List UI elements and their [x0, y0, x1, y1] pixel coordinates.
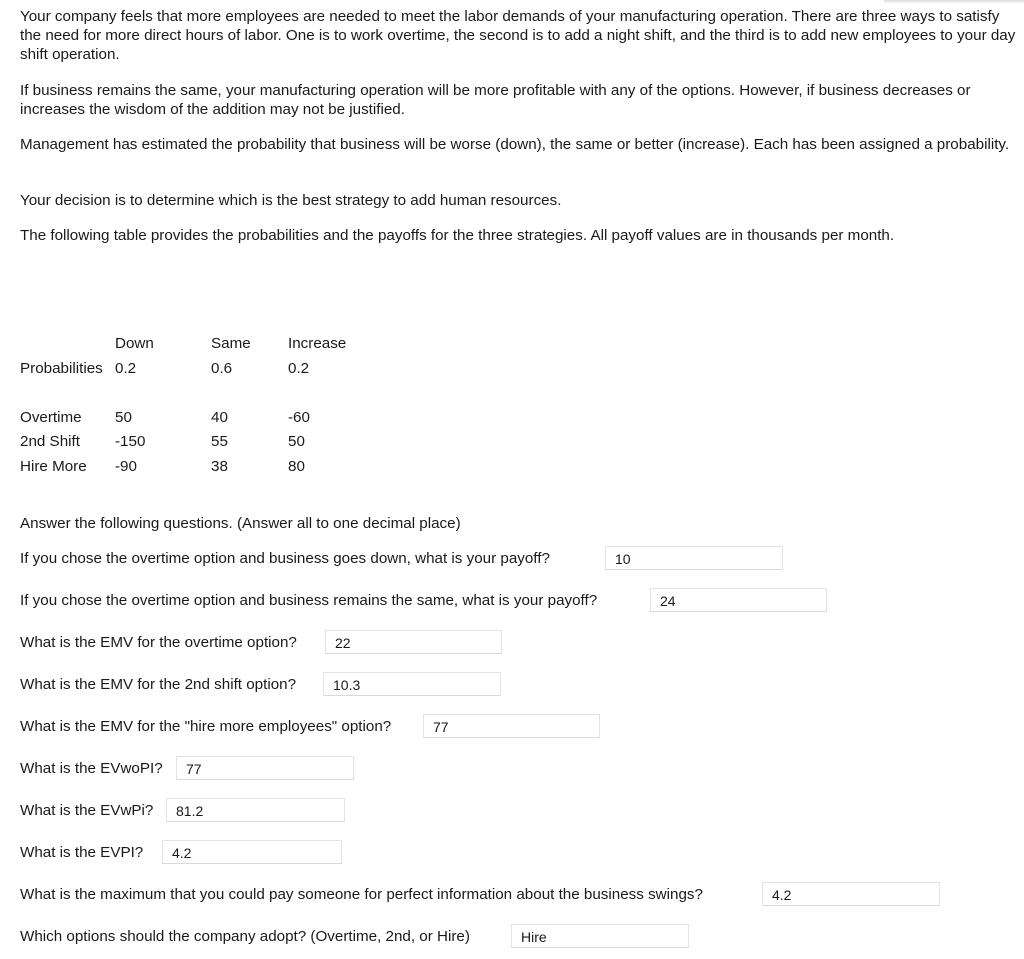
intro-paragraph-3: Management has estimated the probability that business will be worse (down), the same or better (increase). Each has been assigned a probability. [20, 136, 1010, 153]
overtime-increase: -60 [288, 409, 310, 426]
intro-paragraph-5: The following table provides the probabilities and the payoffs for the three strategies. All payoff values are in thousands per month. [20, 227, 895, 244]
header-increase: Increase [288, 335, 347, 352]
question-9: What is the maximum that you could pay someone for perfect information about the business swings? [20, 886, 703, 903]
header-down: Down [115, 335, 154, 352]
answer-field-2[interactable]: 24 [650, 588, 827, 612]
hire-more-same: 38 [211, 458, 228, 475]
answer-field-1[interactable]: 10 [605, 546, 783, 570]
answer-field-5[interactable]: 77 [423, 714, 600, 738]
header-same: Same [211, 335, 251, 352]
2nd-shift-down: -150 [115, 433, 146, 450]
2nd-shift-increase: 50 [288, 433, 305, 450]
answer-field-6[interactable]: 77 [176, 756, 354, 780]
answer-field-7[interactable]: 81.2 [166, 798, 345, 822]
intro-paragraph-4: Your decision is to determine which is the best strategy to add human resources. [20, 192, 562, 209]
hire-more-increase: 80 [288, 458, 305, 475]
question-10: Which options should the company adopt? (Overtime, 2nd, or Hire) [20, 928, 470, 945]
question-4: What is the EMV for the 2nd shift option? [20, 676, 297, 693]
2nd-shift-same: 55 [211, 433, 228, 450]
hire-more-down: -90 [115, 458, 137, 475]
answer-field-3[interactable]: 22 [325, 630, 502, 654]
row-label-overtime: Overtime [20, 409, 82, 426]
probabilities-label: Probabilities [20, 360, 103, 377]
question-3: What is the EMV for the overtime option? [20, 634, 297, 651]
row-label-2nd-shift: 2nd Shift [20, 433, 80, 450]
question-7: What is the EVwPi? [20, 802, 154, 819]
question-2: If you chose the overtime option and business remains the same, what is your payoff? [20, 592, 598, 609]
intro-paragraph-2: If business remains the same, your manufacturing operation will be more profitable with any of the options. However, if business decreases or increases the wisdom of the addition may not be justified. [20, 82, 971, 118]
prob-down: 0.2 [115, 360, 137, 377]
overtime-same: 40 [211, 409, 228, 426]
question-6: What is the EVwoPI? [20, 760, 163, 777]
answer-field-10[interactable]: Hire [511, 924, 689, 948]
question-8: What is the EVPI? [20, 844, 144, 861]
row-label-hire-more: Hire More [20, 458, 87, 475]
prob-increase: 0.2 [288, 360, 310, 377]
question-1: If you chose the overtime option and business goes down, what is your payoff? [20, 550, 550, 567]
answer-field-9[interactable]: 4.2 [762, 882, 940, 906]
overtime-down: 50 [115, 409, 132, 426]
question-5: What is the EMV for the "hire more employees" option? [20, 718, 392, 735]
top-edge-shadow [884, 0, 1024, 4]
intro-paragraph-1: Your company feels that more employees are needed to meet the labor demands of your manufacturing operation. There are three ways to satisfy the need for more direct hours of labor. One is to work overtime, the second is to add a night shift, and the third is to add new employees to your day shift operation. [20, 8, 1016, 63]
answer-field-8[interactable]: 4.2 [162, 840, 342, 864]
answer-field-4[interactable]: 10.3 [323, 672, 501, 696]
prob-same: 0.6 [211, 360, 233, 377]
instructions: Answer the following questions. (Answer all to one decimal place) [20, 515, 461, 532]
